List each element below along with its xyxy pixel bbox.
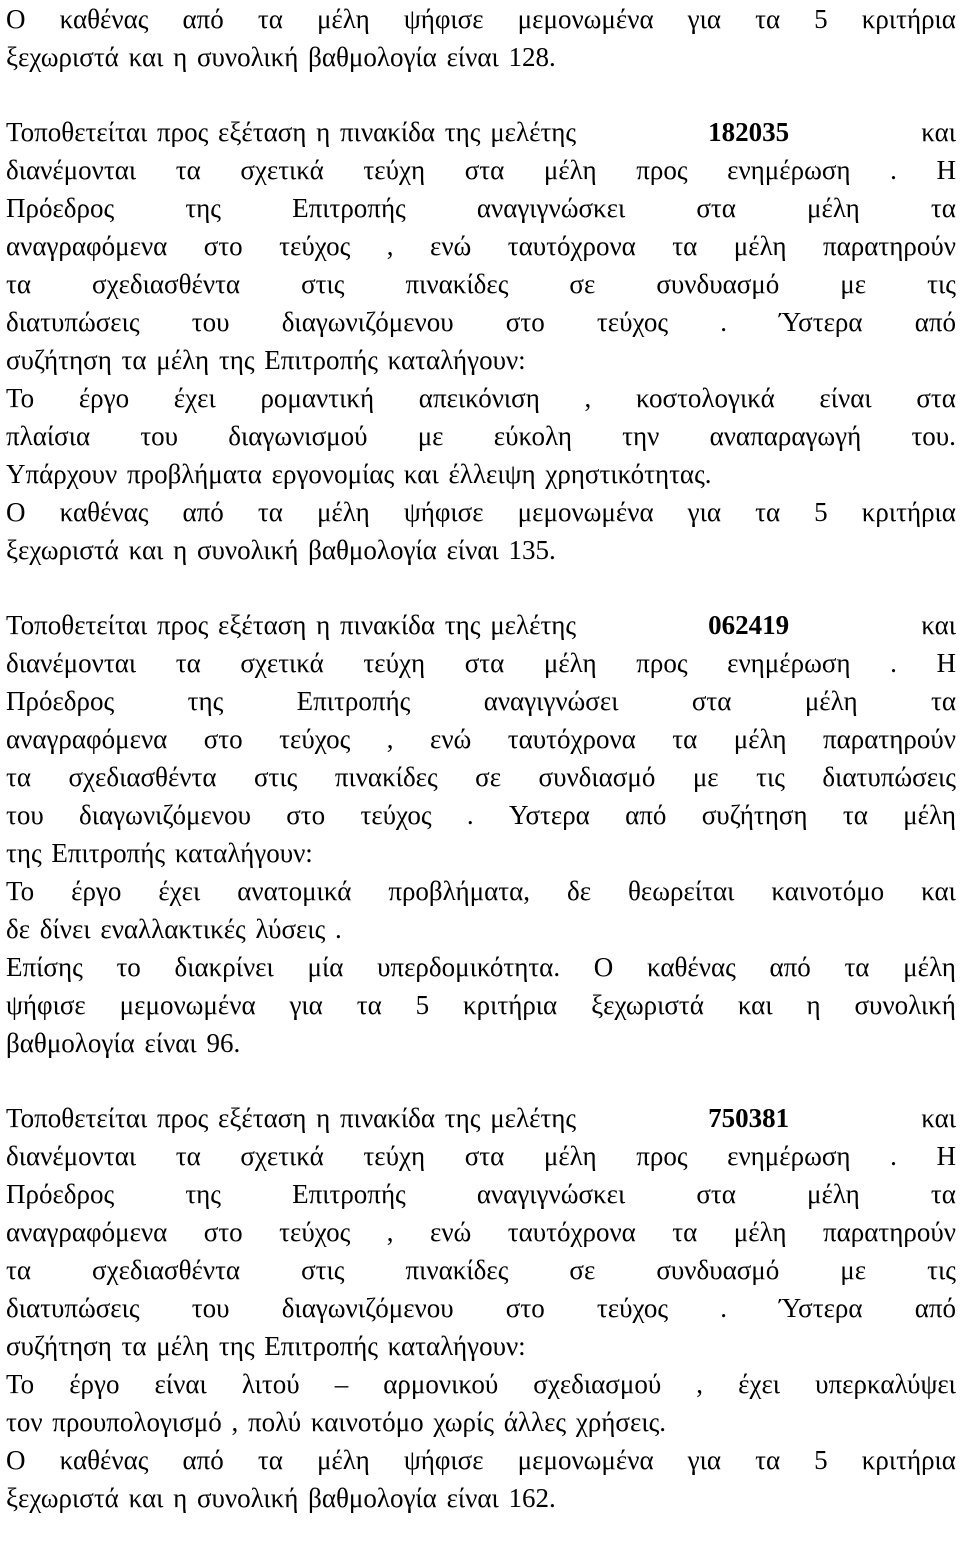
- word: λιτού: [241, 1369, 300, 1399]
- word: σχετικά: [240, 155, 324, 185]
- word: Ύστερα: [779, 307, 863, 337]
- word: εύκολη: [493, 421, 572, 451]
- study-intro: Τοποθετείται προς εξέταση η πινακίδα της μελέτης: [6, 610, 577, 640]
- word: του.: [911, 421, 956, 451]
- word: αναγιγνώσκει: [476, 193, 626, 223]
- text-line: [6, 872, 956, 910]
- text-line: [6, 0, 956, 38]
- word: έχει: [738, 1369, 781, 1399]
- word: μέλη: [316, 4, 370, 34]
- word: κοστολογικά: [636, 383, 775, 413]
- study-heading-line: [6, 113, 956, 151]
- text-line: [6, 1137, 956, 1175]
- word: προς: [636, 1141, 688, 1171]
- word: σχεδιασθέντα: [92, 269, 241, 299]
- word: τις: [927, 1255, 956, 1285]
- word: τα: [931, 686, 956, 716]
- word: ,: [386, 231, 394, 261]
- text-line: ξεχωριστά και η συνολική βαθμολογία είναι 162.: [6, 1483, 556, 1513]
- study-intro-end: και: [921, 610, 956, 640]
- word: αναγραφόμενα: [6, 1217, 168, 1247]
- word: δε: [566, 876, 592, 906]
- word: τα: [175, 1141, 201, 1171]
- word: προς: [636, 648, 688, 678]
- word: αναπαραγωγή: [709, 421, 862, 451]
- word: αναγραφόμενα: [6, 724, 168, 754]
- word: στο: [286, 800, 326, 830]
- text-line: [6, 1365, 956, 1403]
- word: τα: [672, 724, 698, 754]
- text-line: Υπάρχουν προβλήματα εργονομίας και έλλειψη χρηστικότητας.: [6, 459, 712, 489]
- word: για: [687, 497, 722, 527]
- word: θεωρείται: [628, 876, 735, 906]
- word: μέλη: [903, 952, 956, 982]
- word: Ο: [6, 1445, 26, 1475]
- text-line: [6, 493, 956, 531]
- study-heading-line: [6, 606, 956, 644]
- word: της: [187, 686, 224, 716]
- word: ενημέρωση: [727, 1141, 851, 1171]
- word: τα: [257, 497, 283, 527]
- word: τα: [755, 1445, 781, 1475]
- word: έχει: [158, 876, 201, 906]
- word: διανέμονται: [6, 155, 137, 185]
- study-intro-end: και: [921, 117, 956, 147]
- text-line: συζήτηση τα μέλη της Επιτροπής καταλήγουν:: [6, 345, 526, 375]
- word: στα: [691, 686, 732, 716]
- word: τα: [672, 1217, 698, 1247]
- word: ενώ: [429, 231, 472, 261]
- text-line: συζήτηση τα μέλη της Επιτροπής καταλήγουν:: [6, 1331, 526, 1361]
- text-line: της Επιτροπής καταλήγουν:: [6, 838, 313, 868]
- word: σχετικά: [240, 1141, 324, 1171]
- word: .: [466, 800, 474, 830]
- word: μέλη: [733, 724, 787, 754]
- word: ,: [584, 383, 592, 413]
- word: Το: [6, 383, 35, 413]
- word: μέλη: [543, 155, 597, 185]
- word: τα: [175, 648, 201, 678]
- word: αναγιγνώσκει: [476, 1179, 626, 1209]
- word: από: [182, 4, 224, 34]
- word: υπερδομικότητα.: [377, 952, 561, 982]
- word: του: [140, 421, 179, 451]
- word: στα: [464, 648, 505, 678]
- word: Ο: [593, 952, 614, 982]
- word: Το: [6, 876, 35, 906]
- word: τεύχος: [596, 1293, 669, 1323]
- text-line: [6, 948, 956, 986]
- text-line: δε δίνει εναλλακτικές λύσεις .: [6, 914, 342, 944]
- word: συνολική: [854, 990, 956, 1020]
- word: ενώ: [429, 724, 472, 754]
- word: κριτήρια: [861, 4, 956, 34]
- text-line: [6, 1175, 956, 1213]
- word: Ο: [6, 4, 26, 34]
- text-line: [6, 189, 956, 227]
- word: καθένας: [59, 4, 149, 34]
- word: από: [182, 1445, 224, 1475]
- text-line: [6, 265, 956, 303]
- word: αναγραφόμενα: [6, 231, 168, 261]
- text-line: [6, 986, 956, 1024]
- study-heading-line: [6, 1099, 956, 1137]
- word: στις: [301, 269, 345, 299]
- text-line: [6, 417, 956, 455]
- word: .: [890, 648, 897, 678]
- word: μέλη: [903, 800, 956, 830]
- word: με: [840, 269, 867, 299]
- text-line: [6, 796, 956, 834]
- word: σχετικά: [240, 648, 324, 678]
- word: μέλη: [733, 1217, 787, 1247]
- word: από: [914, 1293, 956, 1323]
- word: διαγωνισμού: [228, 421, 368, 451]
- word: τις: [927, 269, 956, 299]
- word: στα: [696, 1179, 736, 1209]
- word: από: [914, 307, 956, 337]
- word: τεύχος: [596, 307, 669, 337]
- word: της: [185, 1179, 221, 1209]
- word: Υστερα: [508, 800, 590, 830]
- word: ψήφισε: [403, 4, 484, 34]
- word: του: [191, 1293, 230, 1323]
- word: στο: [203, 724, 243, 754]
- word: μέλη: [807, 193, 860, 223]
- study-intro-end: και: [921, 1103, 956, 1133]
- word: διατυπώσεις: [822, 762, 956, 792]
- word: ενημέρωση: [727, 155, 851, 185]
- word: στο: [203, 231, 243, 261]
- word: συνδιασμό: [538, 762, 656, 792]
- word: στο: [505, 1293, 545, 1323]
- text-line: ξεχωριστά και η συνολική βαθμολογία είναι 128.: [6, 42, 556, 72]
- text-line: [6, 1213, 956, 1251]
- word: μέλη: [543, 1141, 597, 1171]
- word: ψήφισε: [403, 497, 484, 527]
- word: και: [737, 990, 773, 1020]
- text-line: [6, 1441, 956, 1479]
- word: τα: [842, 800, 868, 830]
- word: είναι: [819, 383, 872, 413]
- word: .: [720, 1293, 727, 1323]
- word: Επιτροπής: [296, 686, 411, 716]
- word: διαγωνιζόμενου: [281, 307, 454, 337]
- word: έχει: [173, 383, 216, 413]
- word: .: [890, 155, 897, 185]
- word: ταυτόχρονα: [507, 724, 636, 754]
- word: στο: [505, 307, 545, 337]
- word: καθένας: [646, 952, 736, 982]
- word: σχεδιασθέντα: [68, 762, 217, 792]
- word: .: [890, 1141, 897, 1171]
- word: ενώ: [429, 1217, 472, 1247]
- word: τεύχος: [360, 800, 432, 830]
- word: παρατηρούν: [823, 724, 956, 754]
- text-line: [6, 227, 956, 265]
- text-line: [6, 644, 956, 682]
- word: Πρόεδρος: [6, 686, 115, 716]
- word: .: [720, 307, 727, 337]
- word: μεμονωμένα: [517, 1445, 654, 1475]
- word: ταυτόχρονα: [507, 231, 636, 261]
- word: μέλη: [733, 231, 787, 261]
- word: καθένας: [59, 1445, 149, 1475]
- word: σε: [569, 1255, 596, 1285]
- study-number: 182035: [708, 117, 790, 147]
- word: διανέμονται: [6, 648, 137, 678]
- text-line: [6, 1289, 956, 1327]
- word: από: [769, 952, 811, 982]
- text-line: [6, 720, 956, 758]
- word: Επιτροπής: [292, 1179, 406, 1209]
- word: υπερκαλύψει: [815, 1369, 956, 1399]
- word: Πρόεδρος: [6, 1179, 115, 1209]
- word: διακρίνει: [174, 952, 274, 982]
- word: διαγωνιζόμενου: [79, 800, 251, 830]
- word: τα: [356, 990, 382, 1020]
- word: τα: [175, 155, 201, 185]
- word: Η: [936, 648, 956, 678]
- word: με: [692, 762, 719, 792]
- study-intro: Τοποθετείται προς εξέταση η πινακίδα της μελέτης: [6, 117, 577, 147]
- word: 5: [415, 990, 430, 1020]
- word: μέλη: [543, 648, 597, 678]
- word: τεύχος: [279, 724, 351, 754]
- word: συνδυασμό: [656, 269, 780, 299]
- word: τεύχος: [279, 1217, 351, 1247]
- text-line: [6, 151, 956, 189]
- word: τα: [755, 4, 781, 34]
- word: μία: [307, 952, 344, 982]
- word: τα: [6, 1255, 31, 1285]
- word: κριτήρια: [861, 497, 956, 527]
- word: για: [687, 1445, 722, 1475]
- word: έργο: [78, 383, 130, 413]
- word: παρατηρούν: [823, 1217, 956, 1247]
- text-line: [6, 303, 956, 341]
- word: ψήφισε: [403, 1445, 484, 1475]
- word: τα: [6, 269, 31, 299]
- word: ψήφισε: [6, 990, 86, 1020]
- word: στα: [464, 1141, 505, 1171]
- word: τα: [672, 231, 698, 261]
- word: την: [622, 421, 660, 451]
- text-line: [6, 758, 956, 796]
- word: πινακίδες: [405, 1255, 509, 1285]
- word: πινακίδες: [405, 269, 509, 299]
- study-intro: Τοποθετείται προς εξέταση η πινακίδα της μελέτης: [6, 1103, 577, 1133]
- word: και: [921, 876, 956, 906]
- word: με: [417, 421, 444, 451]
- word: ανατομικά: [237, 876, 352, 906]
- word: Πρόεδρος: [6, 193, 115, 223]
- word: διατυπώσεις: [6, 1293, 140, 1323]
- word: από: [625, 800, 667, 830]
- word: μεμονωμένα: [517, 497, 654, 527]
- word: έργο: [71, 876, 122, 906]
- word: σε: [475, 762, 502, 792]
- word: τεύχος: [279, 231, 351, 261]
- word: για: [289, 990, 323, 1020]
- word: μέλη: [316, 497, 370, 527]
- study-number: 750381: [708, 1103, 790, 1133]
- word: σε: [569, 269, 596, 299]
- word: ,: [386, 1217, 394, 1247]
- word: τα: [257, 1445, 283, 1475]
- word: Επιτροπής: [292, 193, 406, 223]
- word: τεύχη: [363, 1141, 426, 1171]
- word: σχεδιασθέντα: [92, 1255, 241, 1285]
- word: της: [185, 193, 221, 223]
- word: αρμονικού: [383, 1369, 499, 1399]
- word: 5: [814, 1445, 828, 1475]
- word: είναι: [154, 1369, 207, 1399]
- word: προς: [636, 155, 688, 185]
- word: από: [182, 497, 224, 527]
- text-line: βαθμολογία είναι 96.: [6, 1028, 241, 1058]
- word: απεικόνιση: [418, 383, 540, 413]
- word: τα: [930, 193, 956, 223]
- word: του: [6, 800, 44, 830]
- word: τις: [756, 762, 785, 792]
- word: μεμονωμένα: [119, 990, 256, 1020]
- word: κριτήρια: [861, 1445, 956, 1475]
- word: πινακίδες: [334, 762, 438, 792]
- word: τα: [844, 952, 870, 982]
- word: το: [116, 952, 141, 982]
- word: ,: [696, 1369, 704, 1399]
- text-line: ξεχωριστά και η συνολική βαθμολογία είναι 135.: [6, 535, 556, 565]
- word: πλαίσια: [6, 421, 91, 451]
- text-line: τον προυπολογισμό , πολύ καινοτόμο χωρίς άλλες χρήσεις.: [6, 1407, 667, 1437]
- word: στο: [203, 1217, 243, 1247]
- word: με: [840, 1255, 867, 1285]
- word: –: [334, 1369, 349, 1399]
- word: τα: [257, 4, 283, 34]
- word: Η: [936, 1141, 956, 1171]
- word: παρατηρούν: [823, 231, 956, 261]
- word: μέλη: [804, 686, 858, 716]
- word: κριτήρια: [463, 990, 558, 1020]
- word: η: [806, 990, 821, 1020]
- word: τα: [930, 1179, 956, 1209]
- word: Ύστερα: [779, 1293, 863, 1323]
- word: Επίσης: [6, 952, 83, 982]
- word: ξεχωριστά: [591, 990, 704, 1020]
- word: διαγωνιζόμενου: [281, 1293, 454, 1323]
- word: τεύχη: [363, 155, 426, 185]
- word: μέλη: [316, 1445, 370, 1475]
- word: τεύχη: [363, 648, 426, 678]
- word: 5: [814, 497, 828, 527]
- text-line: [6, 682, 956, 720]
- word: στα: [916, 383, 956, 413]
- word: τα: [755, 497, 781, 527]
- word: Η: [936, 155, 956, 185]
- word: καθένας: [59, 497, 149, 527]
- word: έργο: [69, 1369, 120, 1399]
- word: μέλη: [807, 1179, 860, 1209]
- word: αναγιγνώσει: [483, 686, 619, 716]
- text-line: [6, 1251, 956, 1289]
- word: στα: [464, 155, 505, 185]
- word: Ο: [6, 497, 26, 527]
- word: διανέμονται: [6, 1141, 137, 1171]
- study-number: 062419: [708, 610, 790, 640]
- word: Το: [6, 1369, 35, 1399]
- word: καινοτόμο: [771, 876, 885, 906]
- word: σχεδιασμού: [533, 1369, 662, 1399]
- word: διατυπώσεις: [6, 307, 140, 337]
- text-line: [6, 379, 956, 417]
- word: 5: [814, 4, 828, 34]
- word: του: [191, 307, 230, 337]
- word: ενημέρωση: [727, 648, 851, 678]
- word: ταυτόχρονα: [507, 1217, 636, 1247]
- word: ,: [386, 724, 394, 754]
- word: για: [687, 4, 722, 34]
- word: μεμονωμένα: [517, 4, 654, 34]
- word: προβλήματα,: [388, 876, 530, 906]
- word: συνδυασμό: [656, 1255, 780, 1285]
- word: ρομαντική: [260, 383, 375, 413]
- word: στις: [301, 1255, 345, 1285]
- word: στα: [696, 193, 736, 223]
- word: στις: [253, 762, 298, 792]
- word: τα: [6, 762, 31, 792]
- word: συζήτηση: [701, 800, 808, 830]
